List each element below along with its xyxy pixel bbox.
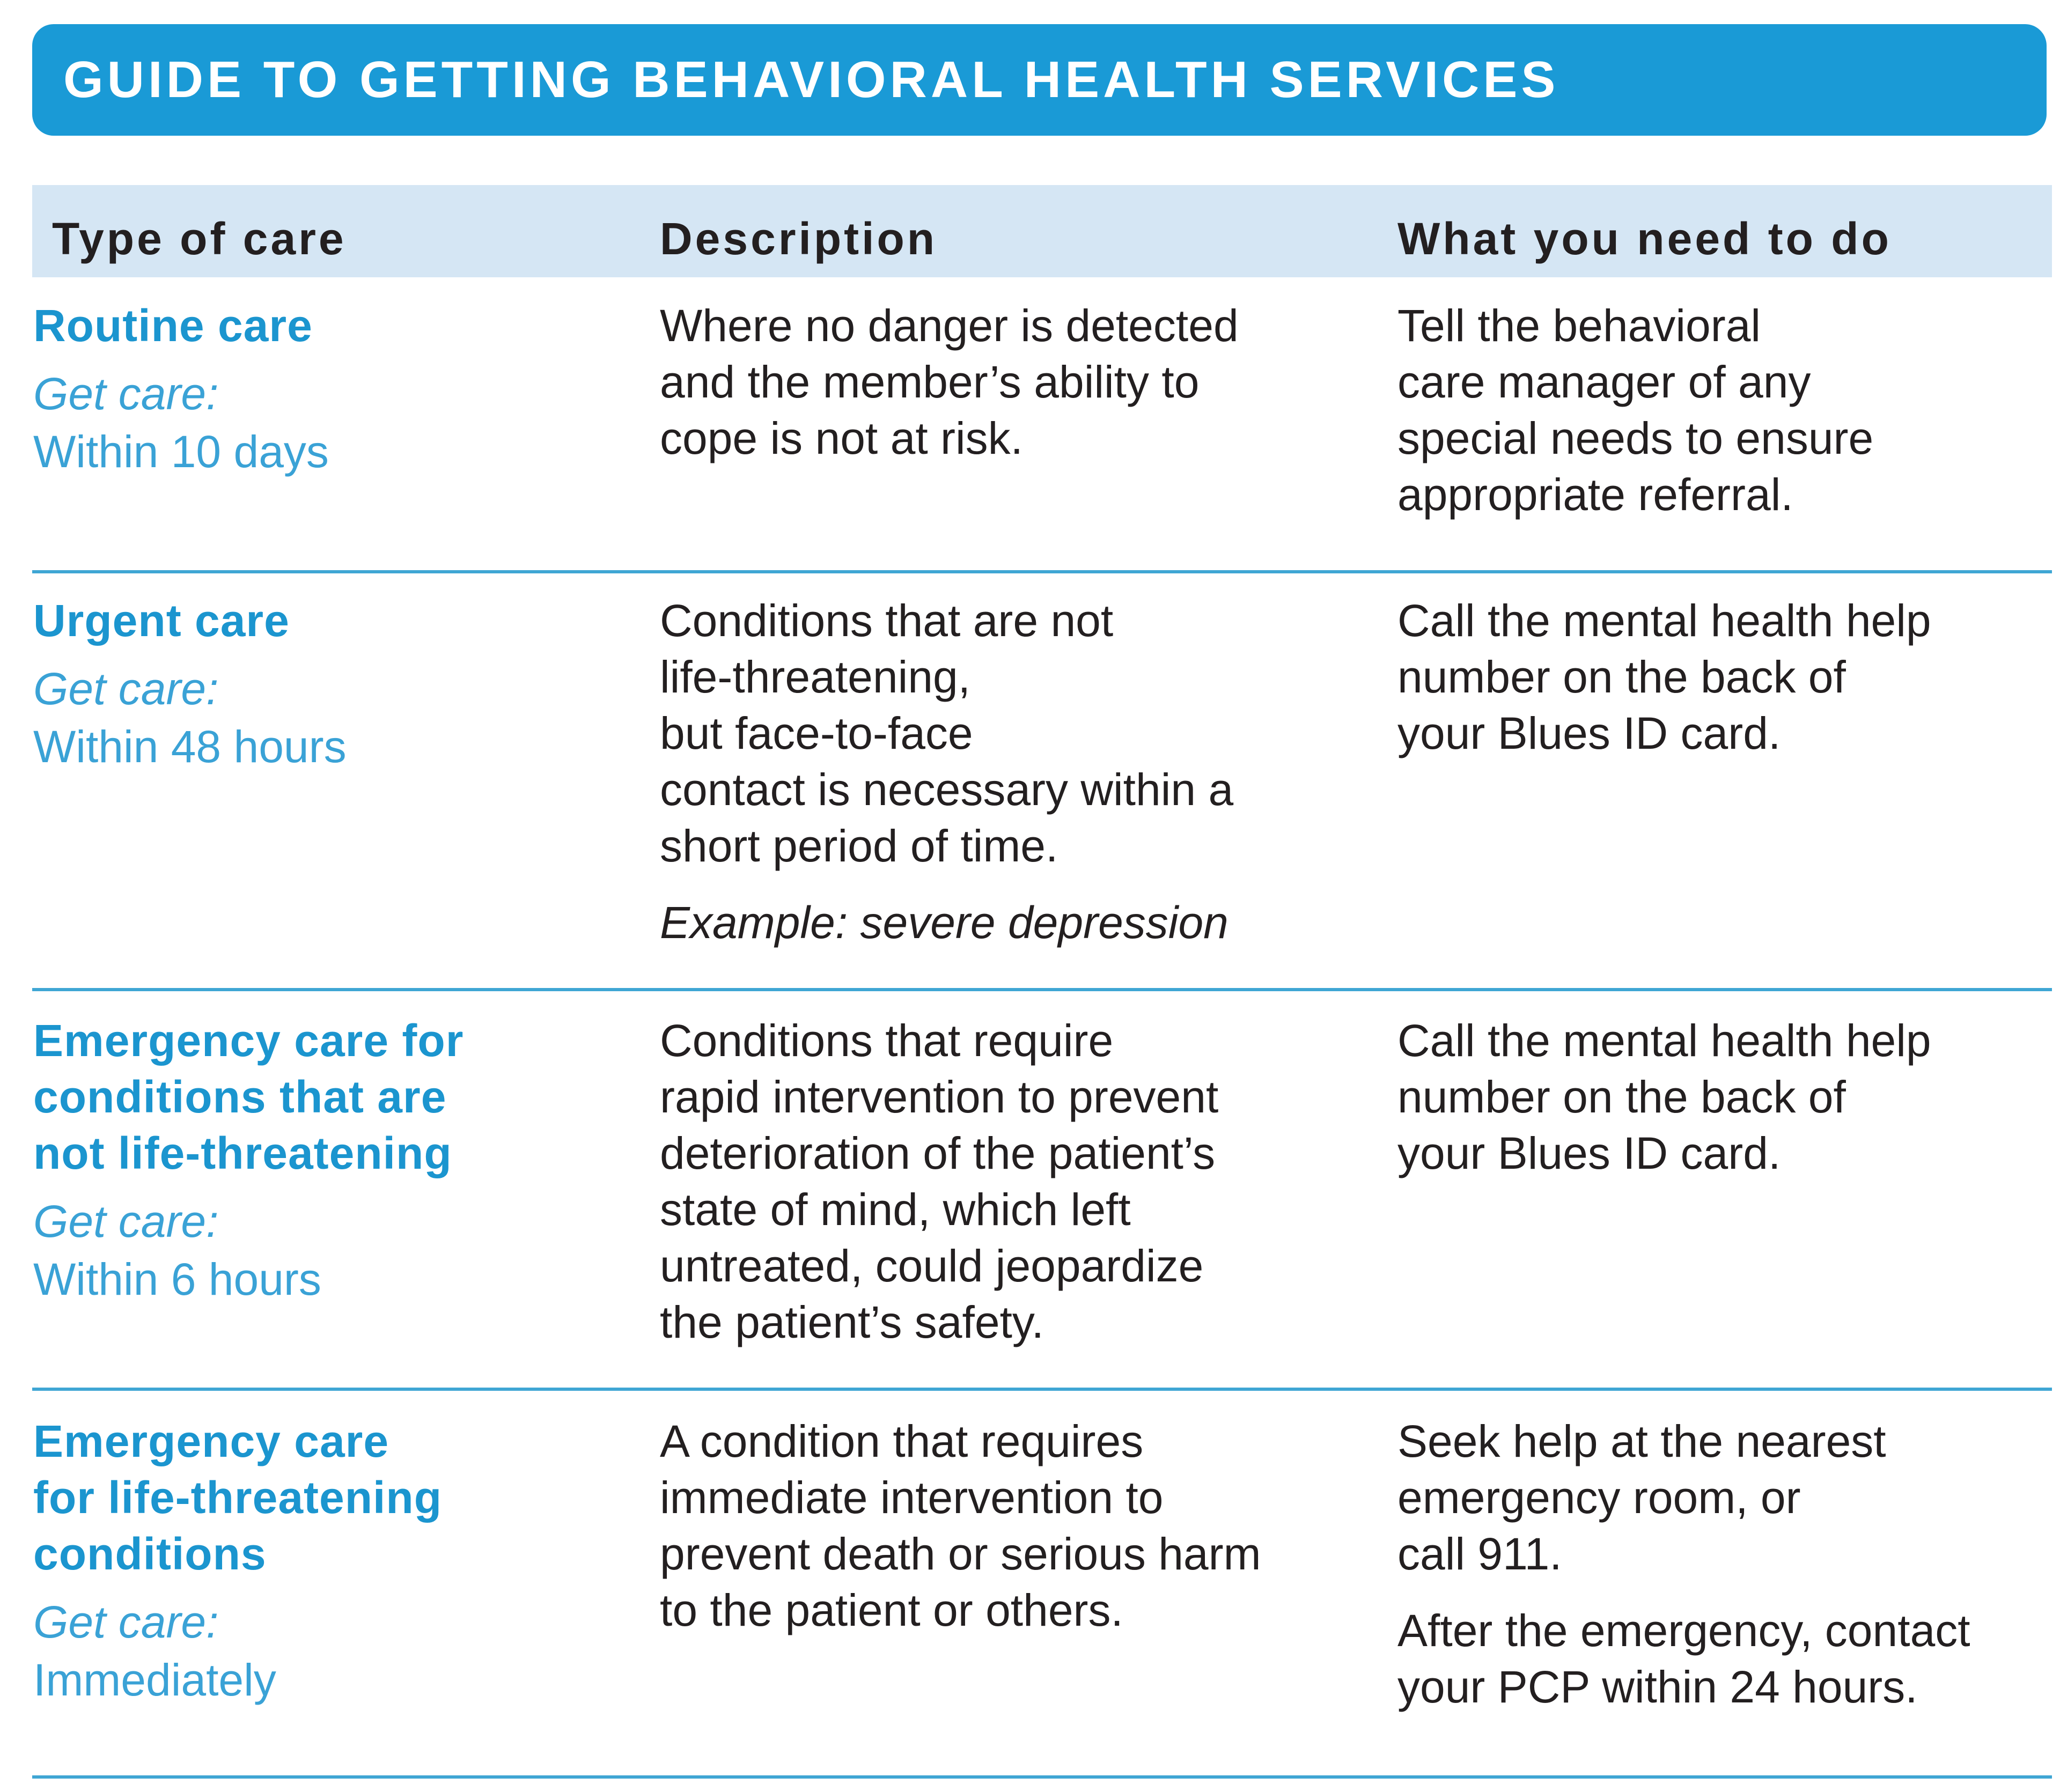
description-cell (660, 1413, 1384, 1639)
description-text: Conditions that require rapid intervention to prevent deterioration of the patient’s state of mind, which left untreated, could jeopardize the patient’s safety. (660, 1015, 1219, 1347)
type-cell (33, 593, 623, 776)
get-care-timeframe: Immediately (33, 1655, 276, 1705)
get-care-timeframe: Within 6 hours (33, 1254, 321, 1304)
description-text: A condition that requires immediate intervention to prevent death or serious harm to the patient or others. (660, 1416, 1261, 1635)
row-divider (32, 570, 2052, 573)
title-banner (32, 24, 2047, 136)
action-cell (1397, 1013, 2052, 1182)
header-description: Description (660, 213, 938, 264)
action-text: Call the mental health help number on the back of your Blues ID card. (1397, 595, 1931, 758)
care-type: Emergency care for life-threatening conditions (33, 1416, 443, 1579)
description-cell (660, 1013, 1384, 1351)
description-text: Where no danger is detected and the member’s ability to cope is not at risk. (660, 300, 1239, 463)
action-text: Seek help at the nearest emergency room, or call 911. (1397, 1416, 1886, 1579)
action-followup-text: After the emergency, contact your PCP within 24 hours. (1397, 1605, 1970, 1712)
description-text: Conditions that are not life-threatening, but face-to-face contact is necessary within a short period of time. (660, 595, 1234, 871)
get-care-label: Get care: (33, 663, 219, 714)
type-cell (33, 1013, 623, 1308)
example-text: Example: severe depression (660, 897, 1228, 948)
row-divider (32, 1775, 2052, 1779)
get-care-timeframe: Within 10 days (33, 426, 329, 477)
header-what-to-do: What you need to do (1397, 213, 1892, 264)
care-type: Routine care (33, 300, 313, 351)
action-cell (1397, 1413, 2052, 1715)
get-care-label: Get care: (33, 1196, 219, 1247)
get-care-timeframe: Within 48 hours (33, 721, 347, 772)
header-type-of-care: Type of care (52, 213, 347, 264)
row-divider (32, 1388, 2052, 1391)
page-title: GUIDE TO GETTING BEHAVIORAL HEALTH SERVICES (63, 51, 1559, 108)
description-cell (660, 593, 1384, 951)
row-divider (32, 988, 2052, 991)
get-care-label: Get care: (33, 368, 219, 419)
type-cell (33, 1413, 623, 1709)
get-care-label: Get care: (33, 1597, 219, 1647)
action-text: Call the mental health help number on the back of your Blues ID card. (1397, 1015, 1931, 1178)
table-header (32, 185, 2052, 277)
description-cell (660, 298, 1384, 467)
action-text: Tell the behavioral care manager of any special needs to ensure appropriate referral. (1397, 300, 1874, 520)
care-type: Emergency care for conditions that are not life-threatening (33, 1015, 464, 1178)
action-cell (1397, 298, 2052, 523)
action-cell (1397, 593, 2052, 762)
care-type: Urgent care (33, 595, 290, 646)
type-cell (33, 298, 623, 481)
